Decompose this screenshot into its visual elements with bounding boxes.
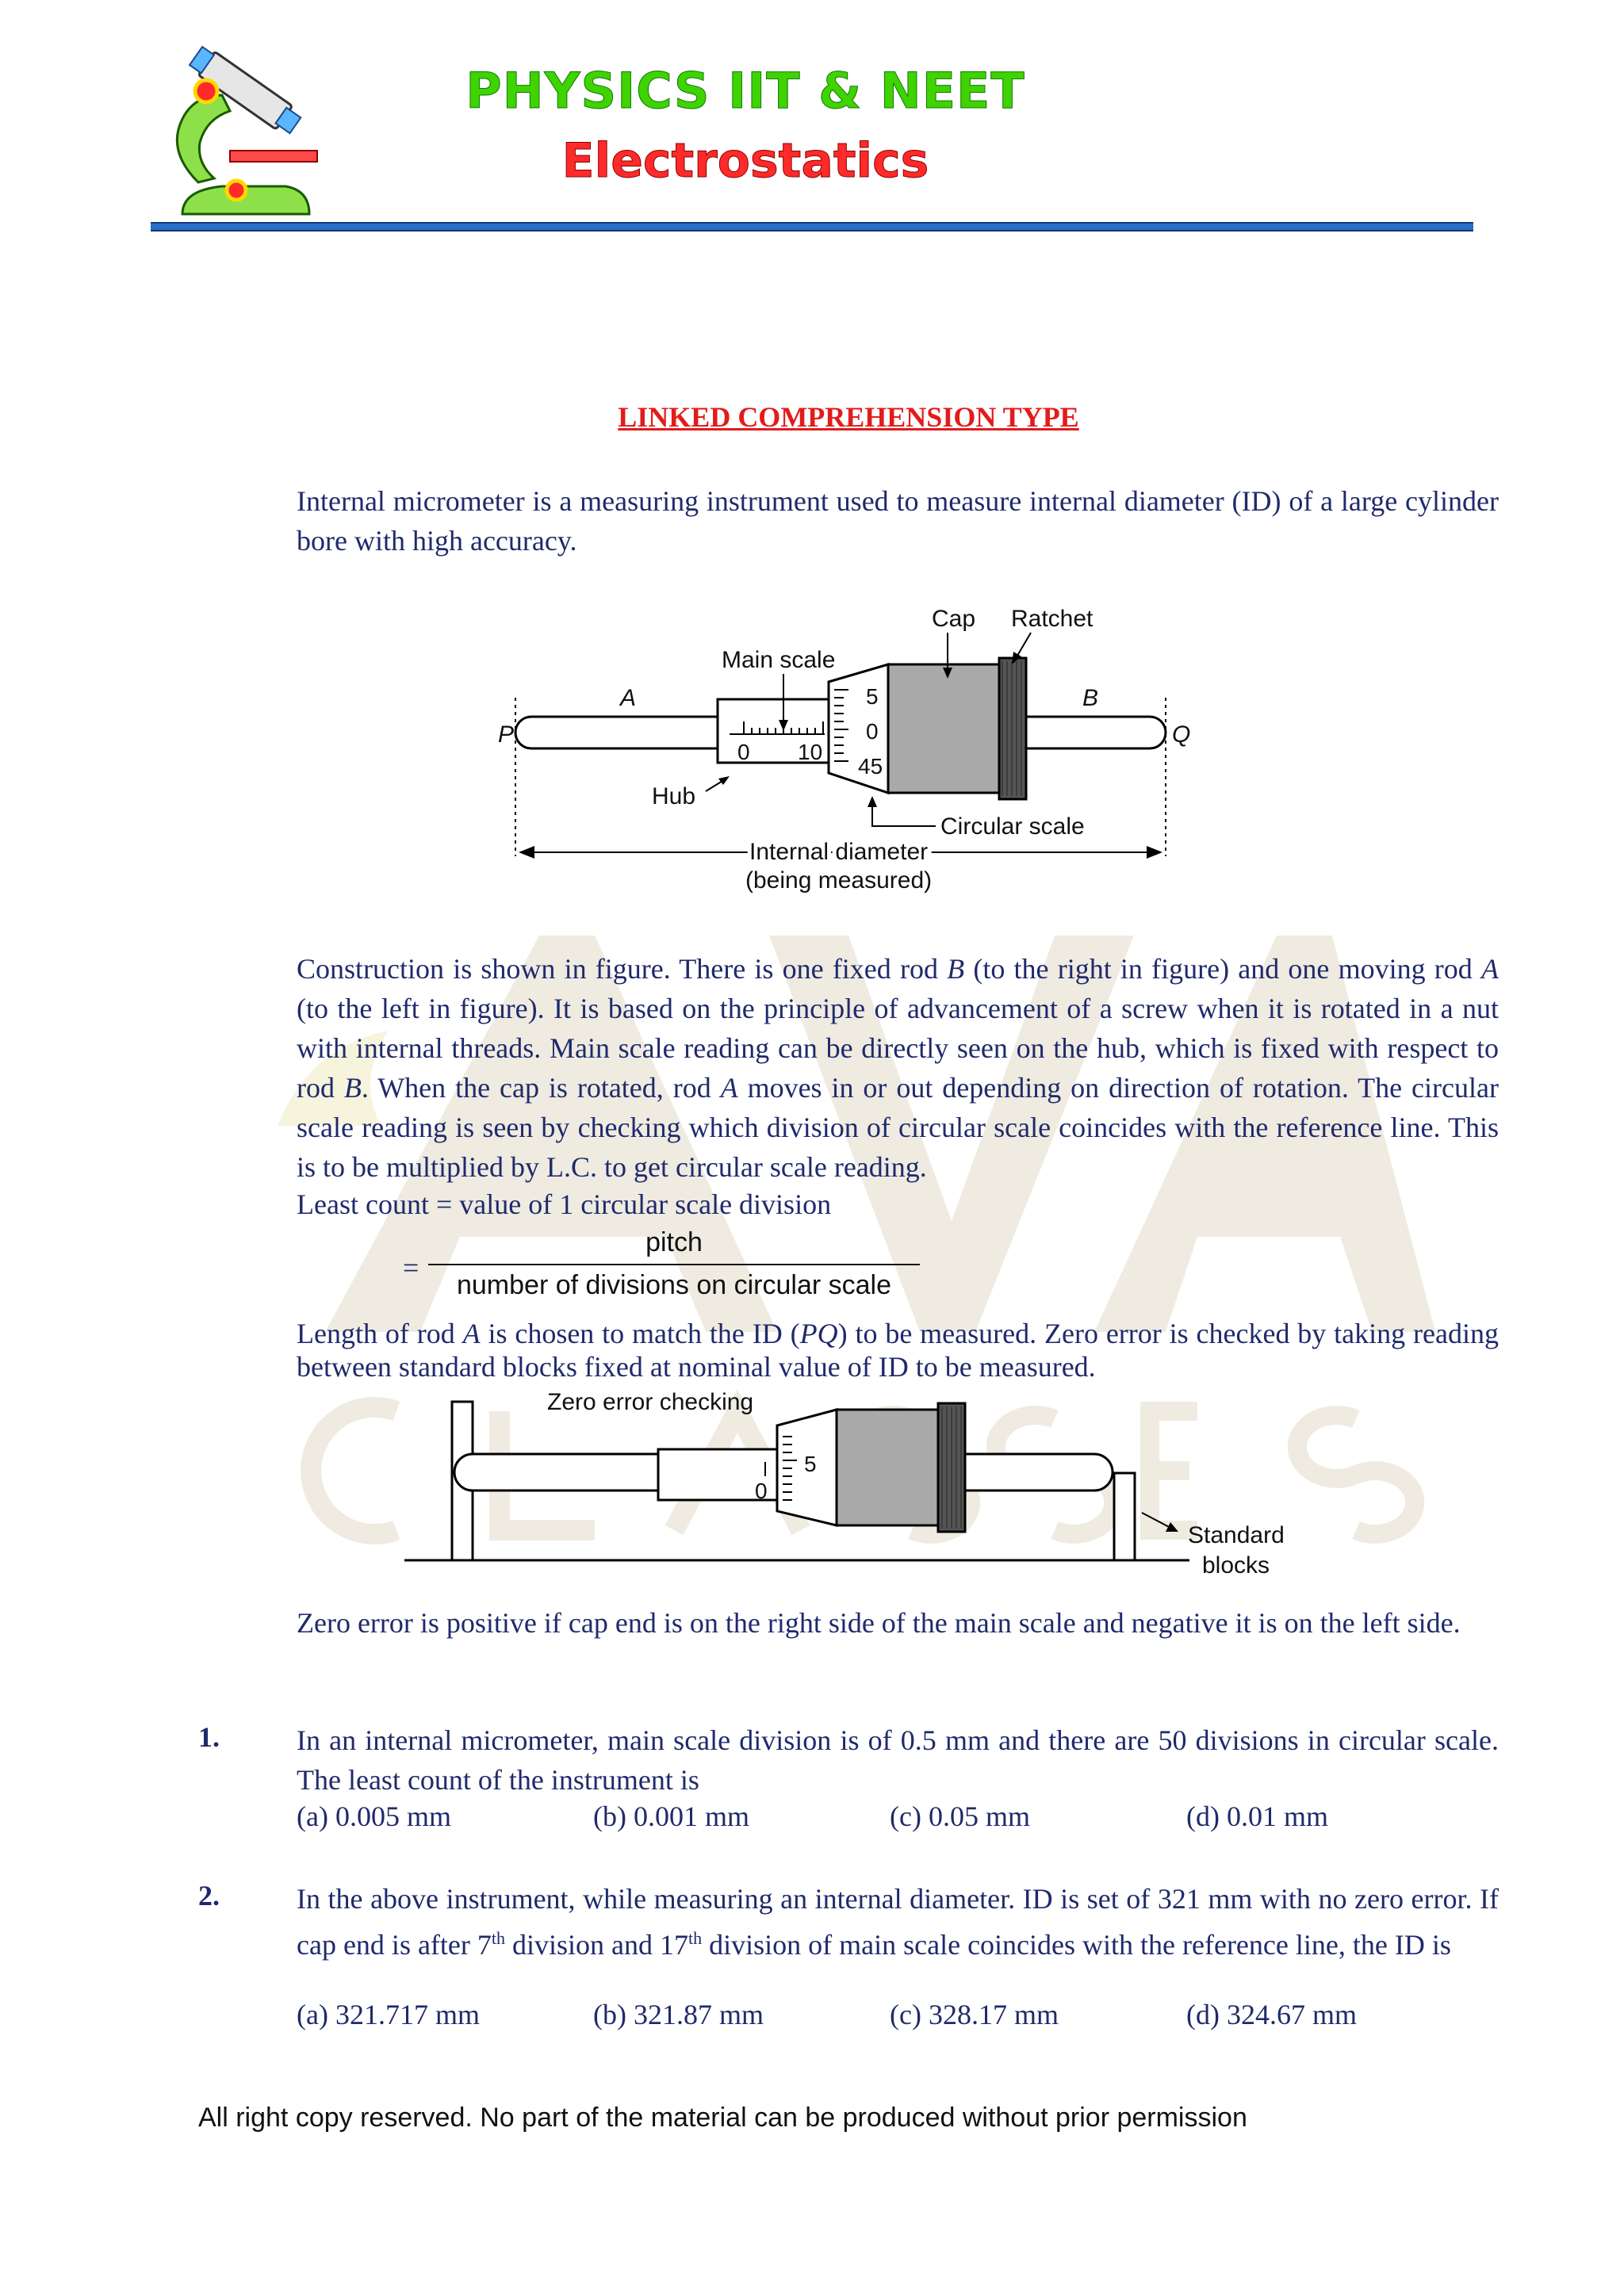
main-scale-tick-0: 0 bbox=[737, 740, 750, 764]
blocks-label: blocks bbox=[1202, 1552, 1270, 1578]
micrometer-figure bbox=[492, 595, 1205, 912]
footer-copyright: All right copy reserved. No part of the material can be produced without prior permission bbox=[198, 2103, 1247, 2133]
header-subtitle: Electrostatics bbox=[561, 133, 929, 189]
question-1-text: In an internal micrometer, main scale division is of 0.5 mm and there are 50 divisions in circular scale. The least count of the instrument is bbox=[297, 1724, 1499, 1796]
main-scale-tick-10: 10 bbox=[798, 740, 823, 764]
circular-scale-5: 5 bbox=[866, 684, 879, 709]
fraction-numerator: pitch bbox=[645, 1227, 703, 1257]
standard-label: Standard bbox=[1188, 1522, 1285, 1548]
rod-length-text: Length of rod A is chosen to match the ID (PQ) to be measured. Zero error is checked by taking reading between standard blocks fixed at nominal value of ID to be measured. bbox=[297, 1318, 1499, 1383]
zero-error-tick-0: 0 bbox=[755, 1479, 768, 1503]
fraction-bar bbox=[428, 1264, 920, 1265]
question-1-number: 1. bbox=[198, 1721, 220, 1753]
q1-option-c[interactable]: (c) 0.05 mm bbox=[890, 1800, 1030, 1832]
question-2-text: In the above instrument, while measuring an internal diameter. ID is set of 321 mm with no zero error. If cap end is after 7th division and 17th division of main scale coincides with the reference line, the ID is bbox=[297, 1883, 1499, 1961]
hub-label: Hub bbox=[652, 783, 696, 809]
construction-paragraph bbox=[297, 949, 1499, 1187]
q2-option-a[interactable]: (a) 321.717 mm bbox=[297, 1999, 480, 2030]
equals-sign: = bbox=[403, 1252, 419, 1284]
circular-scale-45: 45 bbox=[858, 754, 883, 779]
point-p-label: P bbox=[498, 721, 515, 748]
being-measured-label: (being measured) bbox=[745, 867, 933, 894]
rod-a-label: A bbox=[620, 685, 637, 711]
least-count-fraction bbox=[428, 1227, 920, 1301]
cap-label: Cap bbox=[932, 606, 976, 632]
intro-text: Internal micrometer is a measuring instrument used to measure internal diameter (ID) of a large cylinder bore with high accuracy. bbox=[297, 485, 1499, 557]
q1-option-a[interactable]: (a) 0.005 mm bbox=[297, 1800, 451, 1832]
circular-scale-0: 0 bbox=[866, 719, 879, 744]
circular-scale-label: Circular scale bbox=[940, 813, 1085, 840]
internal-diameter-label: Internal diameter bbox=[749, 839, 929, 865]
zero-error-title: Zero error checking bbox=[547, 1389, 754, 1415]
question-2-number: 2. bbox=[198, 1880, 220, 1911]
question-2-options bbox=[297, 1998, 1499, 2031]
header-title: PHYSICS IIT & NEET bbox=[465, 62, 1025, 120]
q1-option-b[interactable]: (b) 0.001 mm bbox=[593, 1800, 749, 1832]
point-q-label: Q bbox=[1172, 721, 1191, 748]
q2-option-d[interactable]: (d) 324.67 mm bbox=[1186, 1999, 1357, 2030]
rod-b-label: B bbox=[1082, 685, 1099, 711]
zero-error-tick-5: 5 bbox=[804, 1452, 817, 1476]
zero-error-text: Zero error is positive if cap end is on the right side of the main scale and negative it is on the left side. bbox=[297, 1607, 1461, 1639]
q2-option-b[interactable]: (b) 321.87 mm bbox=[593, 1999, 764, 2030]
microscope-logo bbox=[151, 32, 341, 222]
least-count-label: Least count = value of 1 circular scale division bbox=[297, 1188, 832, 1220]
main-scale-label: Main scale bbox=[722, 647, 836, 673]
construction-text: Construction is shown in figure. There is one fixed rod B (to the right in figure) and one moving rod A (to the left in figure). It is based on the principle of advancement of a screw when it is rotated in a nut with internal threads. Main scale reading can be directly seen on the hub, which is fixed with respect to rod B. When the cap is rotated, rod A moves in or out depending on direction of rotation. The circular scale reading is seen by checking which division of circular scale coincides with the reference line. This is to be multiplied by L.C. to get circular scale reading. bbox=[297, 953, 1499, 1183]
q1-option-d[interactable]: (d) 0.01 mm bbox=[1186, 1800, 1328, 1832]
q2-option-c[interactable]: (c) 328.17 mm bbox=[890, 1999, 1059, 2030]
header-divider bbox=[151, 222, 1473, 232]
zero-error-paragraph bbox=[297, 1603, 1499, 1643]
ratchet-label: Ratchet bbox=[1011, 606, 1094, 632]
fraction-denominator: number of divisions on circular scale bbox=[456, 1270, 892, 1300]
question-1-options bbox=[297, 1800, 1499, 1833]
section-title: LINKED COMPREHENSION TYPE bbox=[618, 401, 1079, 433]
zero-error-figure bbox=[396, 1386, 1332, 1592]
rod-length-paragraph bbox=[297, 1317, 1499, 1383]
intro-paragraph bbox=[297, 481, 1499, 561]
